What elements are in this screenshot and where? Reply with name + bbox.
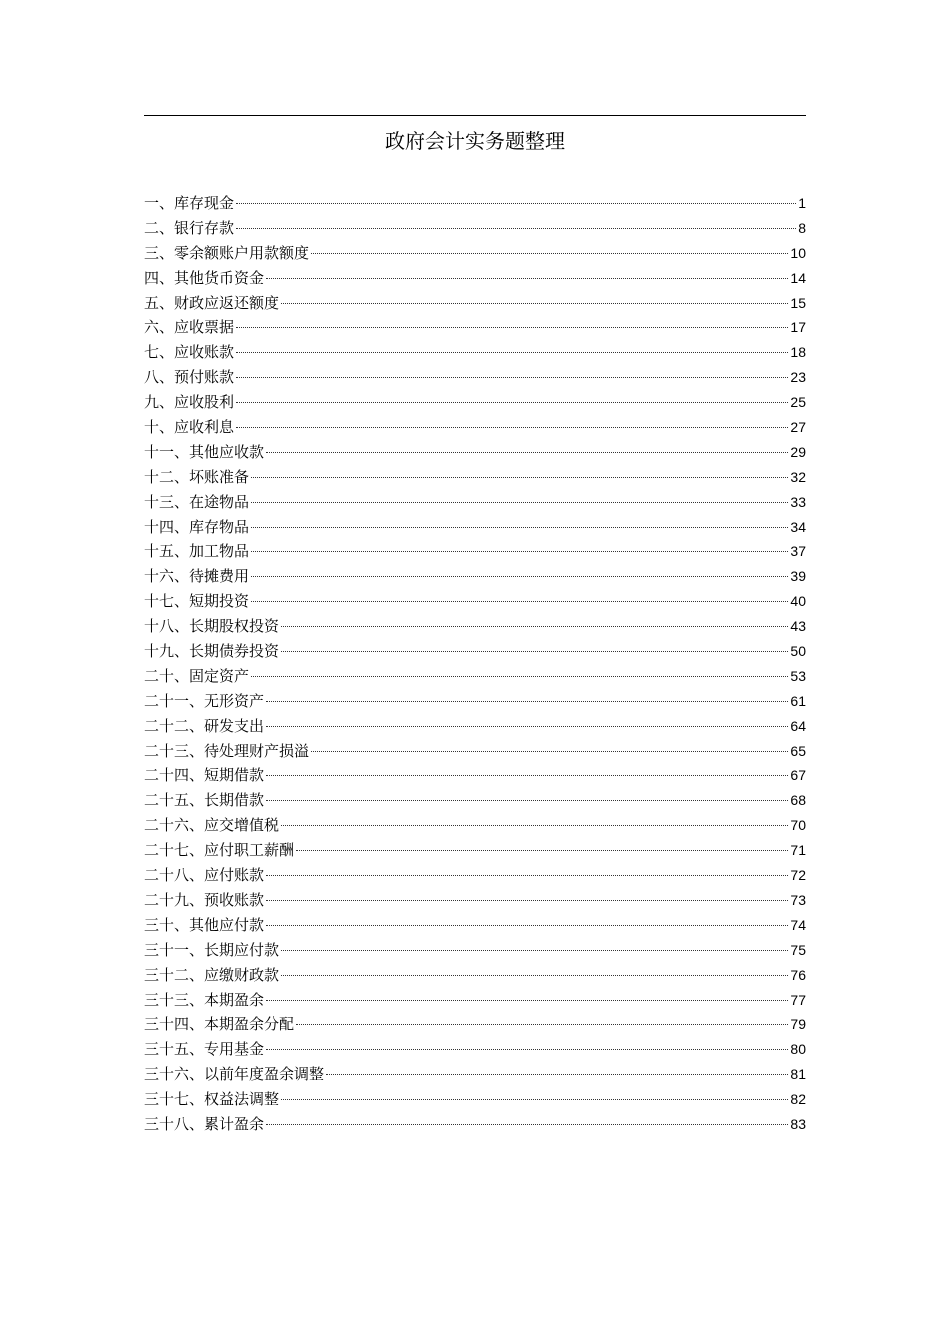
toc-dot-leader [236, 377, 788, 378]
toc-entry-page-number: 50 [790, 643, 806, 660]
toc-entry-label: 十九、长期债券投资 [144, 642, 280, 661]
toc-entry[interactable] [144, 315, 806, 340]
toc-entry-page-number: 82 [790, 1091, 806, 1108]
toc-entry-label: 六、应收票据 [144, 318, 235, 337]
toc-dot-leader [266, 278, 788, 279]
toc-dot-leader [236, 203, 796, 204]
toc-entry-page-number: 40 [790, 593, 806, 610]
toc-entry-page-number: 83 [790, 1115, 806, 1132]
toc-entry[interactable] [144, 390, 806, 415]
toc-entry-page-number: 10 [790, 244, 806, 261]
toc-dot-leader [296, 850, 788, 851]
toc-entry-page-number: 18 [790, 344, 806, 361]
toc-entry[interactable] [144, 266, 806, 291]
toc-entry-label: 三十四、本期盈余分配 [144, 1015, 295, 1034]
toc-dot-leader [266, 452, 788, 453]
toc-entry-page-number: 23 [790, 369, 806, 386]
toc-dot-leader [251, 601, 788, 602]
toc-entry-label: 十四、库存物品 [144, 517, 250, 536]
toc-entry-page-number: 64 [790, 717, 806, 734]
toc-entry-page-number: 77 [790, 991, 806, 1008]
toc-entry-page-number: 68 [790, 792, 806, 809]
toc-entry-label: 十五、加工物品 [144, 542, 250, 561]
toc-dot-leader [266, 800, 788, 801]
toc-dot-leader [236, 327, 788, 328]
toc-entry-page-number: 34 [790, 518, 806, 535]
toc-entry[interactable] [144, 664, 806, 689]
toc-entry[interactable] [144, 1112, 806, 1137]
toc-dot-leader [281, 303, 788, 304]
toc-entry-label: 二十一、无形资产 [144, 691, 265, 710]
toc-entry[interactable] [144, 838, 806, 863]
toc-entry-page-number: 15 [790, 294, 806, 311]
toc-entry[interactable] [144, 1037, 806, 1062]
toc-dot-leader [251, 477, 788, 478]
toc-dot-leader [266, 726, 788, 727]
toc-entry-label: 三十五、专用基金 [144, 1040, 265, 1059]
toc-dot-leader [251, 527, 788, 528]
toc-dot-leader [311, 751, 788, 752]
toc-entry[interactable] [144, 340, 806, 365]
toc-entry-label: 三十一、长期应付款 [144, 940, 280, 959]
toc-entry-page-number: 72 [790, 867, 806, 884]
toc-entry[interactable] [144, 1062, 806, 1087]
toc-dot-leader [236, 402, 788, 403]
toc-entry[interactable] [144, 365, 806, 390]
toc-entry[interactable] [144, 589, 806, 614]
toc-dot-leader [266, 900, 788, 901]
toc-entry-label: 二十八、应付账款 [144, 866, 265, 885]
toc-entry-label: 一、库存现金 [144, 194, 235, 212]
toc-entry-page-number: 74 [790, 916, 806, 933]
toc-entry-label: 九、应收股利 [144, 393, 235, 412]
toc-dot-leader [251, 676, 788, 677]
toc-entry-page-number: 29 [790, 443, 806, 460]
toc-dot-leader [281, 950, 788, 951]
toc-entry-page-number: 65 [790, 742, 806, 759]
toc-entry-label: 二十七、应付职工薪酬 [144, 841, 295, 860]
toc-entry-page-number: 43 [790, 618, 806, 635]
toc-entry[interactable] [144, 714, 806, 739]
toc-dot-leader [281, 651, 788, 652]
toc-dot-leader [296, 1024, 788, 1025]
toc-entry-page-number: 76 [790, 966, 806, 983]
toc-dot-leader [281, 825, 788, 826]
toc-entry[interactable] [144, 888, 806, 913]
toc-entry-page-number: 32 [790, 468, 806, 485]
toc-entry-page-number: 73 [790, 891, 806, 908]
toc-entry[interactable] [144, 415, 806, 440]
header-rule [144, 115, 806, 116]
toc-entry[interactable] [144, 291, 806, 316]
toc-dot-leader [251, 502, 788, 503]
toc-dot-leader [236, 427, 788, 428]
toc-entry[interactable] [144, 639, 806, 664]
toc-entry-label: 四、其他货币资金 [144, 268, 265, 287]
toc-entry[interactable] [144, 216, 806, 241]
toc-dot-leader [251, 576, 788, 577]
toc-entry-page-number: 81 [790, 1066, 806, 1083]
toc-entry-page-number: 17 [790, 319, 806, 336]
toc-dot-leader [266, 1000, 788, 1001]
toc-entry[interactable] [144, 988, 806, 1013]
toc-entry-label: 十七、短期投资 [144, 592, 250, 611]
toc-entry-label: 二十六、应交增值税 [144, 816, 280, 835]
toc-entry-page-number: 39 [790, 568, 806, 585]
toc-entry-label: 二十九、预收账款 [144, 890, 265, 909]
table-of-contents [144, 191, 806, 1137]
toc-entry-page-number: 8 [798, 219, 806, 236]
toc-entry[interactable] [144, 191, 806, 216]
toc-entry[interactable] [144, 241, 806, 266]
toc-entry-page-number: 14 [790, 269, 806, 286]
toc-entry-label: 二十四、短期借款 [144, 766, 265, 785]
toc-entry[interactable] [144, 465, 806, 490]
toc-entry-label: 八、预付账款 [144, 368, 235, 387]
toc-entry[interactable] [144, 788, 806, 813]
toc-entry[interactable] [144, 963, 806, 988]
toc-entry-label: 二十三、待处理财产损溢 [144, 741, 310, 760]
toc-entry-label: 十、应收利息 [144, 418, 235, 437]
toc-dot-leader [326, 1074, 788, 1075]
toc-entry-label: 七、应收账款 [144, 343, 235, 362]
toc-dot-leader [266, 701, 788, 702]
toc-entry[interactable] [144, 739, 806, 764]
toc-entry-label: 十三、在途物品 [144, 492, 250, 511]
toc-entry[interactable] [144, 440, 806, 465]
toc-entry[interactable] [144, 564, 806, 589]
toc-entry-page-number: 27 [790, 419, 806, 436]
toc-entry[interactable] [144, 539, 806, 564]
toc-entry-page-number: 33 [790, 493, 806, 510]
toc-dot-leader [251, 551, 788, 552]
toc-dot-leader [281, 975, 788, 976]
toc-dot-leader [281, 626, 788, 627]
toc-dot-leader [266, 1049, 788, 1050]
toc-entry[interactable] [144, 515, 806, 540]
toc-entry-page-number: 61 [790, 692, 806, 709]
toc-dot-leader [311, 253, 788, 254]
toc-dot-leader [266, 875, 788, 876]
toc-entry-page-number: 67 [790, 767, 806, 784]
toc-entry-label: 三十三、本期盈余 [144, 990, 265, 1009]
toc-entry-label: 十八、长期股权投资 [144, 617, 280, 636]
toc-entry[interactable] [144, 490, 806, 515]
toc-entry-page-number: 79 [790, 1016, 806, 1033]
toc-entry-label: 三十六、以前年度盈余调整 [144, 1065, 325, 1084]
toc-entry-page-number: 1 [798, 195, 806, 211]
toc-entry-label: 五、财政应返还额度 [144, 293, 280, 312]
toc-entry-label: 二、银行存款 [144, 218, 235, 237]
toc-entry[interactable] [144, 1012, 806, 1037]
toc-dot-leader [266, 775, 788, 776]
toc-entry-label: 三十二、应缴财政款 [144, 965, 280, 984]
toc-dot-leader [281, 1099, 788, 1100]
toc-entry-label: 三、零余额账户用款额度 [144, 243, 310, 262]
toc-entry[interactable] [144, 813, 806, 838]
toc-entry[interactable] [144, 1087, 806, 1112]
toc-entry-page-number: 53 [790, 667, 806, 684]
document-title: 政府会计实务题整理 [385, 129, 565, 153]
toc-dot-leader [266, 1124, 788, 1125]
toc-entry-label: 二十二、研发支出 [144, 716, 265, 735]
toc-dot-leader [266, 925, 788, 926]
toc-entry-page-number: 70 [790, 817, 806, 834]
toc-entry-page-number: 71 [790, 842, 806, 859]
toc-entry-label: 十二、坏账准备 [144, 467, 250, 486]
toc-entry[interactable] [144, 863, 806, 888]
toc-entry-page-number: 25 [790, 394, 806, 411]
toc-entry[interactable] [144, 614, 806, 639]
toc-entry-label: 十六、待摊费用 [144, 567, 250, 586]
toc-entry[interactable] [144, 913, 806, 938]
toc-entry-page-number: 75 [790, 941, 806, 958]
toc-entry-page-number: 80 [790, 1041, 806, 1058]
toc-entry-label: 三十七、权益法调整 [144, 1090, 280, 1109]
toc-entry-label: 十一、其他应收款 [144, 442, 265, 461]
toc-dot-leader [236, 228, 796, 229]
toc-entry-label: 三十八、累计盈余 [144, 1114, 265, 1133]
toc-entry[interactable] [144, 689, 806, 714]
toc-entry-label: 二十五、长期借款 [144, 791, 265, 810]
toc-entry[interactable] [144, 938, 806, 963]
toc-entry-page-number: 37 [790, 543, 806, 560]
toc-entry-label: 三十、其他应付款 [144, 915, 265, 934]
toc-dot-leader [236, 352, 788, 353]
toc-entry[interactable] [144, 763, 806, 788]
toc-entry-label: 二十、固定资产 [144, 666, 250, 685]
